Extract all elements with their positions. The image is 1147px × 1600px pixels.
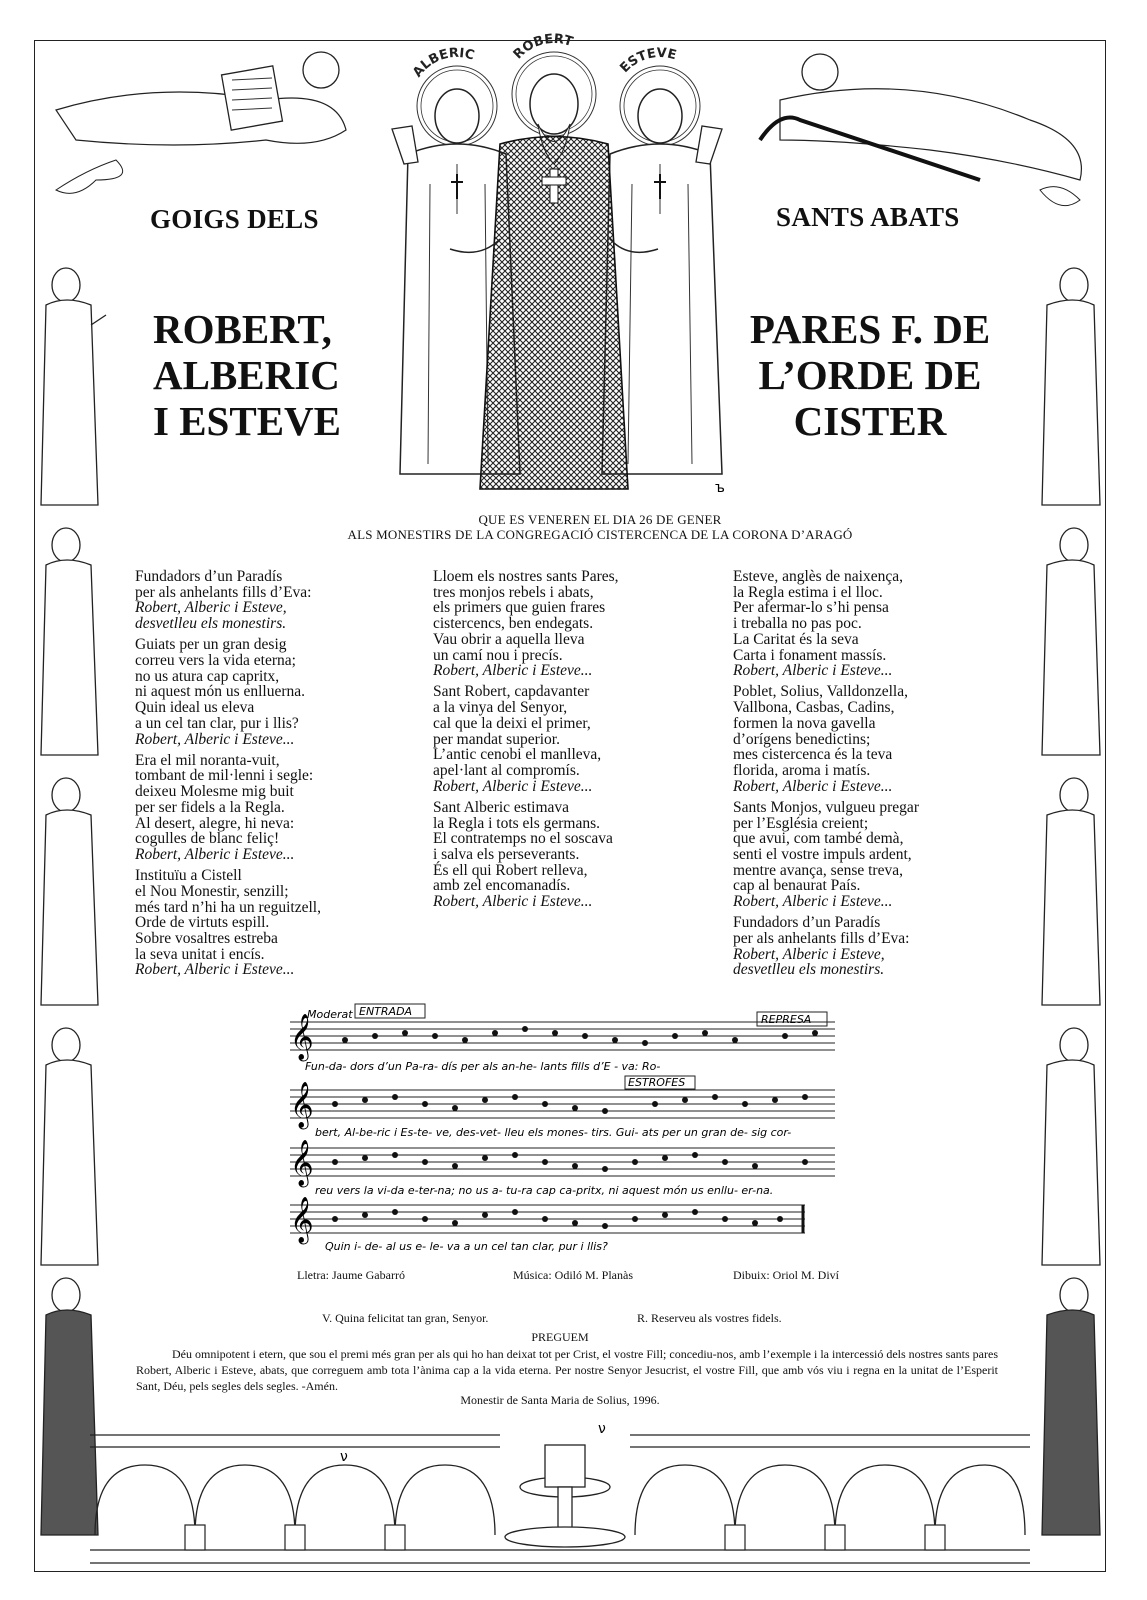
verse-line: la Regla i tots els germans. (433, 814, 601, 832)
verse-column-1 (135, 569, 420, 984)
staff-1 (290, 1004, 835, 1073)
stanza (733, 915, 993, 978)
verse-line: senti el vostre impuls ardent, (733, 845, 912, 863)
refrain-line: Robert, Alberic i Esteve... (733, 777, 893, 795)
verse-line: no us atura cap capritx, (135, 667, 280, 685)
svg-text:ν: ν (598, 1421, 606, 1437)
verse-line: a un cel tan clar, pur i llis? (135, 714, 299, 732)
verse-line: La Caritat és la seva (733, 630, 859, 648)
prayer-text: Déu omnipotent i etern, que sou el premi més gran per als qui ho han deixat tot per Crist, el vostre Fill; concediu-nos, amb l’exemple i la intercessió dels nostres sants pares Robert, Alberic i Esteve, abats, que correguem amb tota l’ànima cap a la vida eterna. Per nostre Senyor Jesucrist, el vostre Fill, que amb vós viu i regna en la unitat de l’Esperit Sant, Déu, pels segles dels segles. -Amén. (136, 1347, 998, 1393)
verse-line: correu vers la vida eterna; (135, 652, 296, 670)
verse-line: Poblet, Solius, Valldonzella, (733, 683, 908, 701)
verse-line: per als anhelants fills d’Eva: (135, 583, 312, 601)
lyrics-line-1: Fun-da- dors d’un Pa-ra- dís per als an-he- lants fills d’E - va: Ro- (305, 1060, 661, 1073)
cloister-illustration (90, 1405, 1030, 1567)
title-left-line: I ESTEVE (153, 398, 342, 444)
verse-line: Per afermar-lo s’hi pensa (733, 599, 889, 617)
credit-lyrics: Lletra: Jaume Gabarró (297, 1268, 405, 1282)
music-score (285, 1000, 845, 1260)
verse-line: més tard n’hi ha un reguitzell, (135, 898, 321, 916)
subtitle (200, 512, 1000, 542)
saints-illustration (370, 31, 750, 509)
angel-right-illustration (760, 30, 1105, 210)
verse-line: Era el mil noranta-vuit, (135, 751, 280, 769)
svg-text:𝄞: 𝄞 (290, 1082, 314, 1128)
verse-line: Guiats per un gran desig (135, 636, 287, 654)
verse-line: per ser fidels a la Regla. (135, 798, 285, 816)
refrain-line: Robert, Alberic i Esteve... (135, 730, 295, 748)
title-left-line: ALBERIC (153, 352, 340, 398)
verse-line: mes cistercenca és la teva (733, 746, 893, 764)
stanza (135, 569, 420, 632)
svg-text:𝄞: 𝄞 (290, 1014, 314, 1060)
tempo-marking: Moderat (307, 1008, 353, 1021)
verse-line: cal que la deixi el primer, (433, 714, 591, 732)
verse-line: per als anhelants fills d’Eva: (733, 929, 910, 947)
halo-name-esteve: ESTEVE (617, 45, 678, 77)
verse-line: formen la nova gavella (733, 714, 876, 732)
stanza (433, 569, 723, 679)
verse-line: L’antic cenobi el manlleva, (433, 746, 602, 764)
left-border-monks (36, 265, 116, 1565)
verse-line: a la vinya del Senyor, (433, 699, 568, 717)
header-right-small: SANTS ABATS (776, 202, 960, 232)
verse-line: tombant de mil·lenni i segle: (135, 767, 314, 785)
credit-music: Música: Odiló M. Planàs (513, 1268, 633, 1282)
angel-left-illustration (36, 30, 356, 200)
stanza (433, 684, 723, 794)
title-right-line: PARES F. DE (749, 306, 991, 352)
verse-line: Carta i fonament massís. (733, 646, 887, 664)
represa-box: REPRESA (761, 1013, 812, 1026)
svg-text:𝄞: 𝄞 (290, 1140, 314, 1186)
verse-line: per l’Església creient; (733, 814, 869, 832)
verse-line: mentre avança, sense treva, (733, 861, 903, 879)
verse-line: per mandat superior. (433, 730, 560, 748)
stanza (733, 569, 993, 679)
refrain-line: Robert, Alberic i Esteve... (135, 961, 295, 979)
verse-line: d’orígens benedictins; (733, 730, 871, 748)
verse-column-2 (433, 569, 723, 915)
refrain-line: desvetlleu els monestirs. (135, 615, 287, 633)
verse-line: cistercencs, ben endegats. (433, 615, 594, 633)
refrain-line: Robert, Alberic i Esteve, (733, 945, 885, 963)
verse-line: Vau obrir a aquella lleva (433, 630, 585, 648)
verse-line: cogulles de blanc feliç! (135, 830, 280, 848)
verse-line: Esteve, anglès de naixença, (733, 568, 903, 585)
verse-line: cap al benaurat País. (733, 877, 861, 895)
refrain-line: desvetlleu els monestirs. (733, 961, 885, 979)
halo-name-robert: ROBERT (510, 31, 575, 63)
verse-line: i treballa no pas poc. (733, 615, 862, 633)
title-right-line: L’ORDE DE (758, 352, 982, 398)
verse-line: deixeu Molesme mig buit (135, 783, 294, 801)
stanza (733, 684, 993, 794)
svg-text:𝄞: 𝄞 (290, 1197, 314, 1243)
staff-3 (290, 1140, 835, 1197)
versicle: V. Quina felicitat tan gran, Senyor. (322, 1311, 489, 1325)
staff-2 (290, 1076, 835, 1139)
refrain-line: Robert, Alberic i Esteve... (433, 777, 593, 795)
verse-line: Sobre vosaltres estreba (135, 929, 278, 947)
verse-line: tres monjos rebels i abats, (433, 583, 594, 601)
title-left-line: ROBERT, (153, 306, 332, 352)
refrain-line: Robert, Alberic i Esteve... (135, 845, 295, 863)
refrain-line: Robert, Alberic i Esteve... (733, 662, 893, 680)
refrain-line: Robert, Alberic i Esteve... (433, 893, 593, 911)
stanza (135, 637, 420, 747)
verse-line: la Regla estima i el lloc. (733, 583, 883, 601)
verse-line: i salva els perseverants. (433, 845, 580, 863)
verse-line: ni aquest món us enlluerna. (135, 683, 306, 701)
stanza (433, 800, 723, 910)
estrofes-box: ESTROFES (628, 1076, 686, 1089)
verse-line: Sants Monjos, vulgueu pregar (733, 798, 919, 816)
header-left-small: GOIGS DELS (150, 204, 319, 234)
verse-line: Vallbona, Casbas, Cadins, (733, 699, 895, 717)
subtitle-line-2: ALS MONESTIRS DE LA CONGREGACIÓ CISTERCENCA DE LA CORONA D’ARAGÓ (347, 527, 853, 542)
verse-line: Orde de virtuts espill. (135, 914, 270, 932)
lyrics-line-4: Quin i- de- al us e- le- va a un cel tan clar, pur i llis? (325, 1240, 608, 1253)
verse-line: el Nou Monestir, senzill; (135, 882, 289, 900)
verse-line: Al desert, alegre, hi neva: (135, 814, 295, 832)
verse-line: apel·lant al compromís. (433, 761, 580, 779)
verse-line: Sant Robert, capdavanter (433, 683, 590, 701)
prayer-title: PREGUEM (531, 1330, 589, 1344)
verse-line: els primers que guien frares (433, 599, 606, 617)
verse-line: amb zel encomanadís. (433, 877, 571, 895)
verse-line: El contratemps no el soscava (433, 830, 613, 848)
credit-drawing: Dibuix: Oriol M. Diví (733, 1268, 840, 1282)
stanza (135, 868, 420, 978)
staff-4 (290, 1197, 805, 1253)
title-right-line: CISTER (793, 398, 947, 444)
right-border-monks (1022, 265, 1104, 1565)
verse-line: Fundadors d’un Paradís (135, 568, 283, 585)
stanza (135, 753, 420, 863)
title-left (153, 306, 341, 444)
title-right (740, 306, 1000, 444)
verse-line: la seva unitat i encís. (135, 945, 265, 963)
verse-line: Quin ideal us eleva (135, 699, 255, 717)
verse-column-3 (733, 569, 993, 984)
verse-line: florida, aroma i matís. (733, 761, 871, 779)
svg-text:ν: ν (340, 1449, 348, 1465)
verse-line: que avui, com també demà, (733, 830, 904, 848)
entrada-box: ENTRADA (359, 1005, 413, 1018)
verse-line: Sant Alberic estimava (433, 798, 570, 816)
svg-text:ъ: ъ (715, 480, 725, 496)
verse-line: un camí nou i precís. (433, 646, 563, 664)
verse-line: Lloem els nostres sants Pares, (433, 568, 619, 585)
verse-line: Instituïu a Cistell (135, 867, 242, 885)
verse-line: És ell qui Robert relleva, (433, 861, 588, 879)
subtitle-line-1: QUE ES VENEREN EL DIA 26 DE GENER (478, 512, 722, 527)
refrain-line: Robert, Alberic i Esteve... (433, 662, 593, 680)
refrain-line: Robert, Alberic i Esteve, (135, 599, 287, 617)
halo-name-alberic: ALBERIC (410, 45, 476, 81)
lyrics-line-3: reu vers la vi-da e-ter-na; no us a- tu-ra cap ca-pritx, ni aquest món us enllu- er-na. (315, 1184, 774, 1197)
lyrics-line-2: bert, Al-be-ric i Es-te- ve, des-vet- lleu els mones- tirs. Gui- ats per un gran de- sig cor- (315, 1126, 792, 1139)
footer-monastery: Monestir de Santa Maria de Solius, 1996. (460, 1393, 660, 1407)
verse-line: Fundadors d’un Paradís (733, 914, 881, 932)
refrain-line: Robert, Alberic i Esteve... (733, 893, 893, 911)
response: R. Reserveu als vostres fidels. (637, 1311, 782, 1325)
stanza (733, 800, 993, 910)
